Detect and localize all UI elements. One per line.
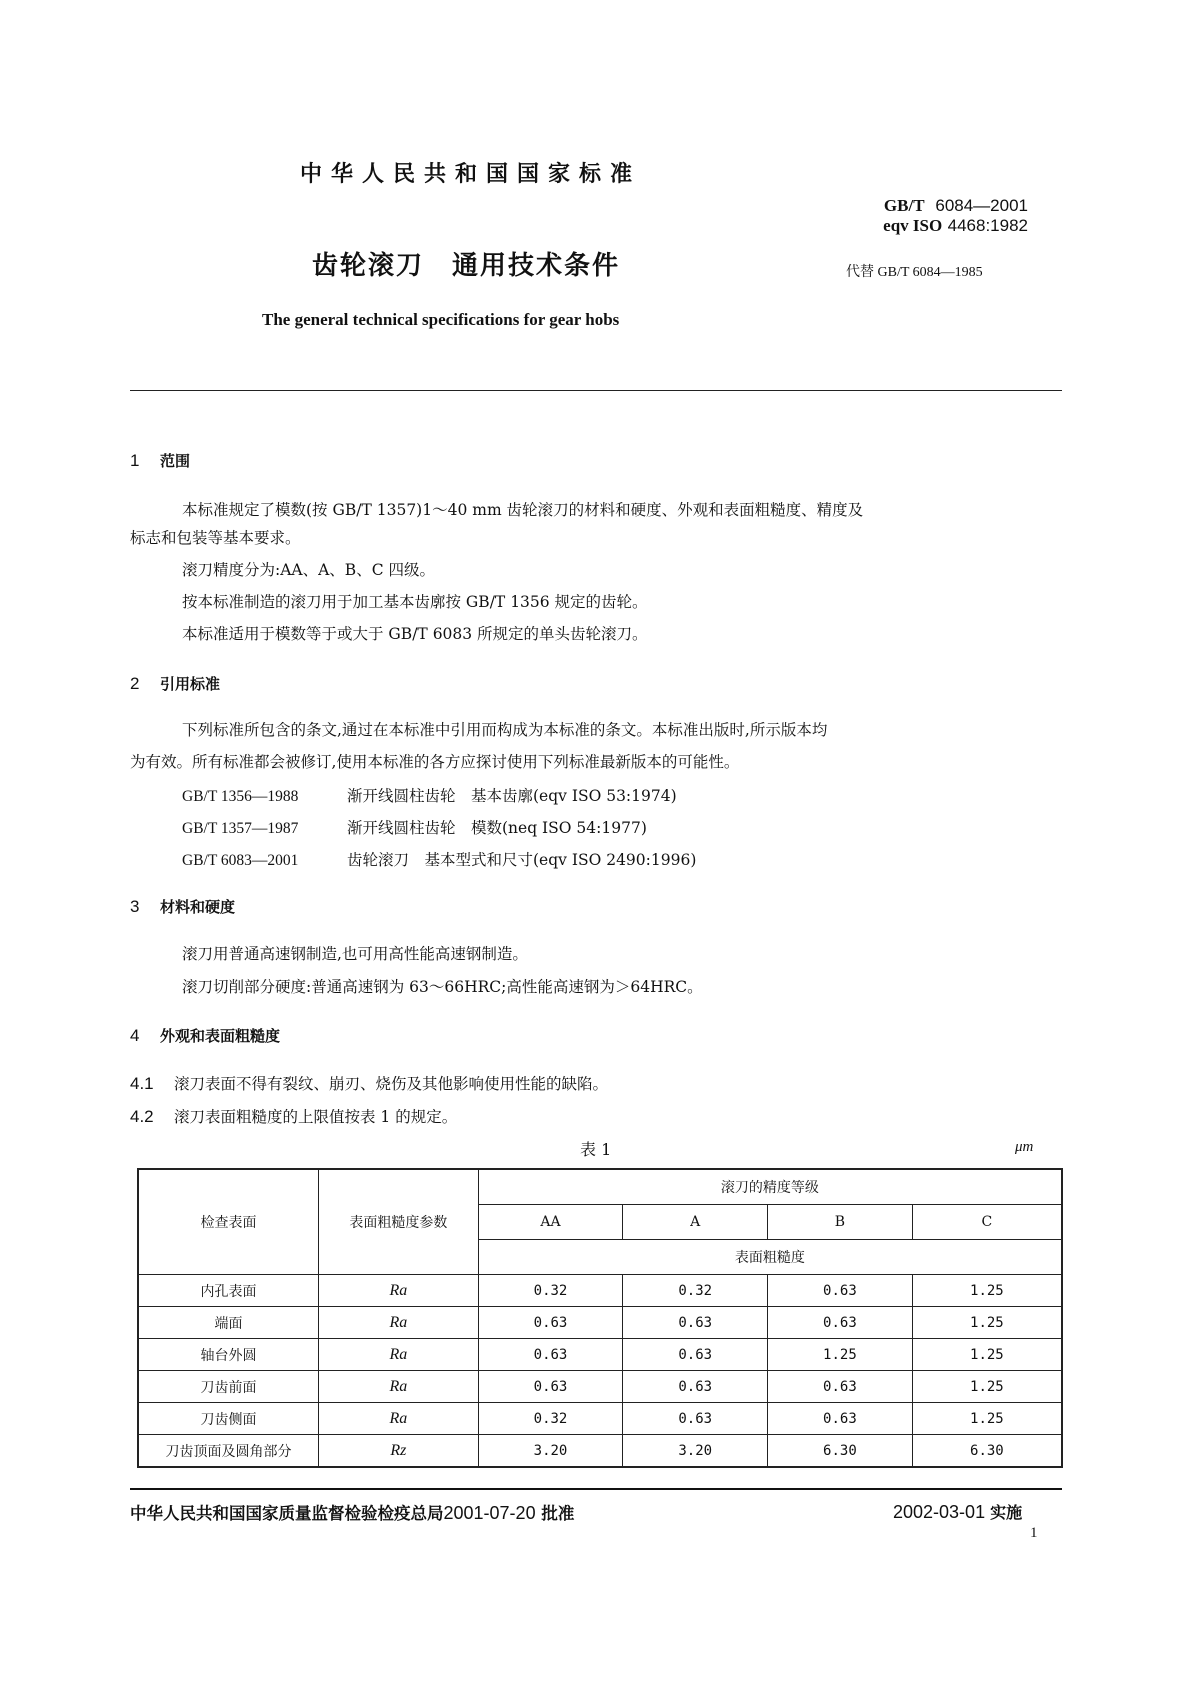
section-heading-1: 1 范围 xyxy=(130,451,191,470)
cell-surface: 刀齿顶面及圆角部分 xyxy=(138,1435,319,1468)
paragraph: 本标准规定了模数(按 GB/T 1357)1～40 mm 齿轮滚刀的材料和硬度、外观和表面粗糙度、精度及 xyxy=(182,501,864,519)
paragraph: 本标准适用于模数等于或大于 GB/T 6083 所规定的单头齿轮滚刀。 xyxy=(182,625,648,643)
document-title-en: The general technical specifications for gear hobs xyxy=(262,310,620,329)
replaces-standard: 代替 GB/T 6084—1985 xyxy=(846,265,983,280)
roughness-table xyxy=(137,1168,1063,1468)
header-grade: C xyxy=(912,1205,1062,1240)
section-heading-3: 3 材料和硬度 xyxy=(130,897,236,916)
header-grade-group: 滚刀的精度等级 xyxy=(478,1169,1062,1205)
approval-line: 中华人民共和国国家质量监督检验检疫总局2001-07-20 批准 xyxy=(130,1503,575,1523)
paragraph: 滚刀切削部分硬度:普通高速钢为 63～66HRC;高性能高速钢为＞64HRC。 xyxy=(182,978,703,996)
cell-surface: 端面 xyxy=(138,1307,319,1339)
header-surface: 检查表面 xyxy=(138,1169,319,1275)
clause-4-1: 4.1 滚刀表面不得有裂纹、崩刃、烧伤及其他影响使用性能的缺陷。 xyxy=(130,1074,609,1093)
cell-value: 0.63 xyxy=(623,1339,768,1371)
cell-param: Rz xyxy=(319,1435,479,1468)
table-row xyxy=(138,1371,1062,1403)
standard-code: GB/T 6084—2001 xyxy=(883,196,1028,215)
cell-value: 0.32 xyxy=(478,1275,623,1307)
table-row xyxy=(138,1275,1062,1307)
cell-surface: 内孔表面 xyxy=(138,1275,319,1307)
cell-surface: 刀齿前面 xyxy=(138,1371,319,1403)
table-header-row xyxy=(138,1169,1062,1205)
cell-value: 1.25 xyxy=(912,1339,1062,1371)
paragraph: 滚刀精度分为:AA、A、B、C 四级。 xyxy=(182,561,435,579)
header-grade: A xyxy=(623,1205,768,1240)
reference-item: GB/T 1357—1987 渐开线圆柱齿轮 模数(neq ISO 54:1977) xyxy=(182,819,647,837)
header-param: 表面粗糙度参数 xyxy=(319,1169,479,1275)
header-sub: 表面粗糙度 xyxy=(478,1240,1062,1275)
implementation-line: 2002-03-01 实施 xyxy=(893,1502,1023,1522)
cell-value: 0.63 xyxy=(768,1307,913,1339)
cell-value: 6.30 xyxy=(912,1435,1062,1468)
cell-param: Ra xyxy=(319,1371,479,1403)
clause-4-2: 4.2 滚刀表面粗糙度的上限值按表 1 的规定。 xyxy=(130,1107,458,1126)
standard-number-block xyxy=(820,196,1028,236)
section-heading-4: 4 外观和表面粗糙度 xyxy=(130,1026,281,1045)
section-heading-2: 2 引用标准 xyxy=(130,674,221,693)
cell-value: 0.63 xyxy=(768,1275,913,1307)
cell-value: 0.63 xyxy=(478,1371,623,1403)
page-number: 1 xyxy=(1030,1525,1038,1541)
equivalence-code: eqv ISO 4468:1982 xyxy=(883,216,1028,235)
table-row xyxy=(138,1339,1062,1371)
cell-surface: 轴台外圆 xyxy=(138,1339,319,1371)
header-grade: AA xyxy=(478,1205,623,1240)
cell-value: 3.20 xyxy=(478,1435,623,1468)
cell-param: Ra xyxy=(319,1307,479,1339)
cell-value: 1.25 xyxy=(912,1307,1062,1339)
header-divider xyxy=(130,390,1062,391)
cell-value: 0.63 xyxy=(768,1371,913,1403)
cell-param: Ra xyxy=(319,1403,479,1435)
cell-value: 0.63 xyxy=(478,1339,623,1371)
paragraph: 滚刀用普通高速钢制造,也可用高性能高速钢制造。 xyxy=(182,945,528,963)
footer-divider xyxy=(130,1488,1062,1490)
cell-value: 0.63 xyxy=(623,1371,768,1403)
cell-value: 0.63 xyxy=(478,1307,623,1339)
cell-surface: 刀齿侧面 xyxy=(138,1403,319,1435)
reference-item: GB/T 6083—2001 齿轮滚刀 基本型式和尺寸(eqv ISO 2490:1996) xyxy=(182,851,697,869)
header-grade: B xyxy=(768,1205,913,1240)
cell-value: 0.63 xyxy=(768,1403,913,1435)
cell-value: 6.30 xyxy=(768,1435,913,1468)
cell-value: 0.63 xyxy=(623,1403,768,1435)
cell-value: 1.25 xyxy=(912,1275,1062,1307)
cell-value: 1.25 xyxy=(768,1339,913,1371)
cell-value: 0.32 xyxy=(478,1403,623,1435)
paragraph: 按本标准制造的滚刀用于加工基本齿廓按 GB/T 1356 规定的齿轮。 xyxy=(182,593,648,611)
cell-value: 1.25 xyxy=(912,1371,1062,1403)
cell-value: 0.63 xyxy=(623,1307,768,1339)
paragraph: 下列标准所包含的条文,通过在本标准中引用而构成为本标准的条文。本标准出版时,所示版本均 xyxy=(182,721,828,739)
cell-param: Ra xyxy=(319,1339,479,1371)
national-standard-title: 中华人民共和国国家标准 xyxy=(300,162,642,187)
document-title-cn: 齿轮滚刀 通用技术条件 xyxy=(312,251,621,281)
cell-param: Ra xyxy=(319,1275,479,1307)
cell-value: 1.25 xyxy=(912,1403,1062,1435)
paragraph: 标志和包装等基本要求。 xyxy=(130,529,301,547)
paragraph: 为有效。所有标准都会被修订,使用本标准的各方应探讨使用下列标准最新版本的可能性。 xyxy=(130,753,740,771)
cell-value: 0.32 xyxy=(623,1275,768,1307)
reference-item: GB/T 1356—1988 渐开线圆柱齿轮 基本齿廓(eqv ISO 53:1974) xyxy=(182,787,677,805)
table-caption: 表 1 xyxy=(580,1140,612,1159)
cell-value: 3.20 xyxy=(623,1435,768,1468)
table-row xyxy=(138,1403,1062,1435)
table-unit: μm xyxy=(1015,1139,1034,1155)
table-row xyxy=(138,1435,1062,1468)
table-row xyxy=(138,1307,1062,1339)
